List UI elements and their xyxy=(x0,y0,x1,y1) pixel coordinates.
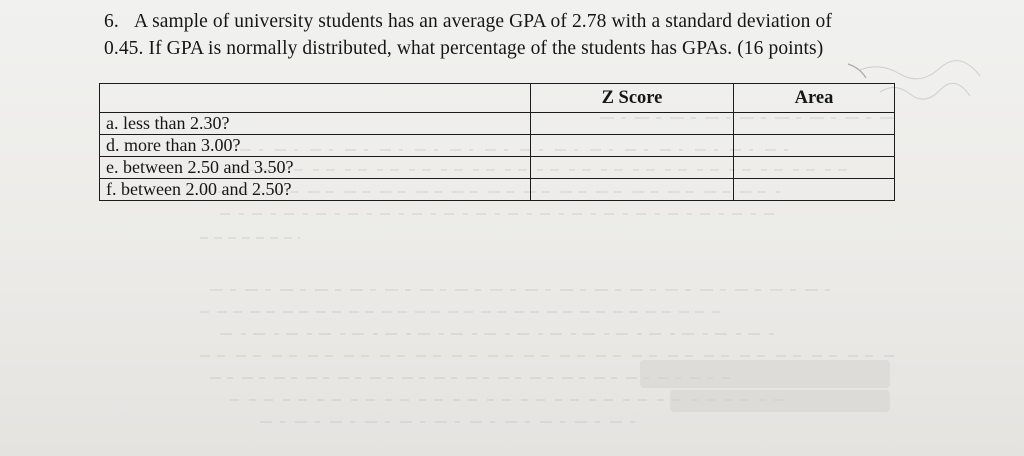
row-label: e. between 2.50 and 3.50? xyxy=(100,157,531,179)
table-row xyxy=(100,135,895,157)
area-cell[interactable] xyxy=(734,179,895,201)
table-row xyxy=(100,157,895,179)
header-area: Area xyxy=(734,84,895,113)
z-score-cell[interactable] xyxy=(531,113,734,135)
row-label: f. between 2.00 and 2.50? xyxy=(100,179,531,201)
gpa-answer-table xyxy=(99,83,895,201)
area-cell[interactable] xyxy=(734,113,895,135)
table-header-row xyxy=(100,84,895,113)
area-cell[interactable] xyxy=(734,157,895,179)
question-line-2: 0.45. If GPA is normally distributed, what percentage of the students has GPAs. (16 points) xyxy=(104,38,824,59)
question-text xyxy=(104,8,924,62)
table-row xyxy=(100,113,895,135)
question-line-1-text: A sample of university students has an average GPA of 2.78 with a standard deviation of xyxy=(134,11,832,32)
header-z-score: Z Score xyxy=(531,84,734,113)
table-row xyxy=(100,179,895,201)
area-cell[interactable] xyxy=(734,135,895,157)
header-blank-cell xyxy=(100,84,531,113)
z-score-cell[interactable] xyxy=(531,179,734,201)
question-number: 6. xyxy=(104,11,119,32)
row-label: a. less than 2.30? xyxy=(100,113,531,135)
question-line-1 xyxy=(104,8,924,35)
z-score-cell[interactable] xyxy=(531,157,734,179)
row-label: d. more than 3.00? xyxy=(100,135,531,157)
z-score-cell[interactable] xyxy=(531,135,734,157)
